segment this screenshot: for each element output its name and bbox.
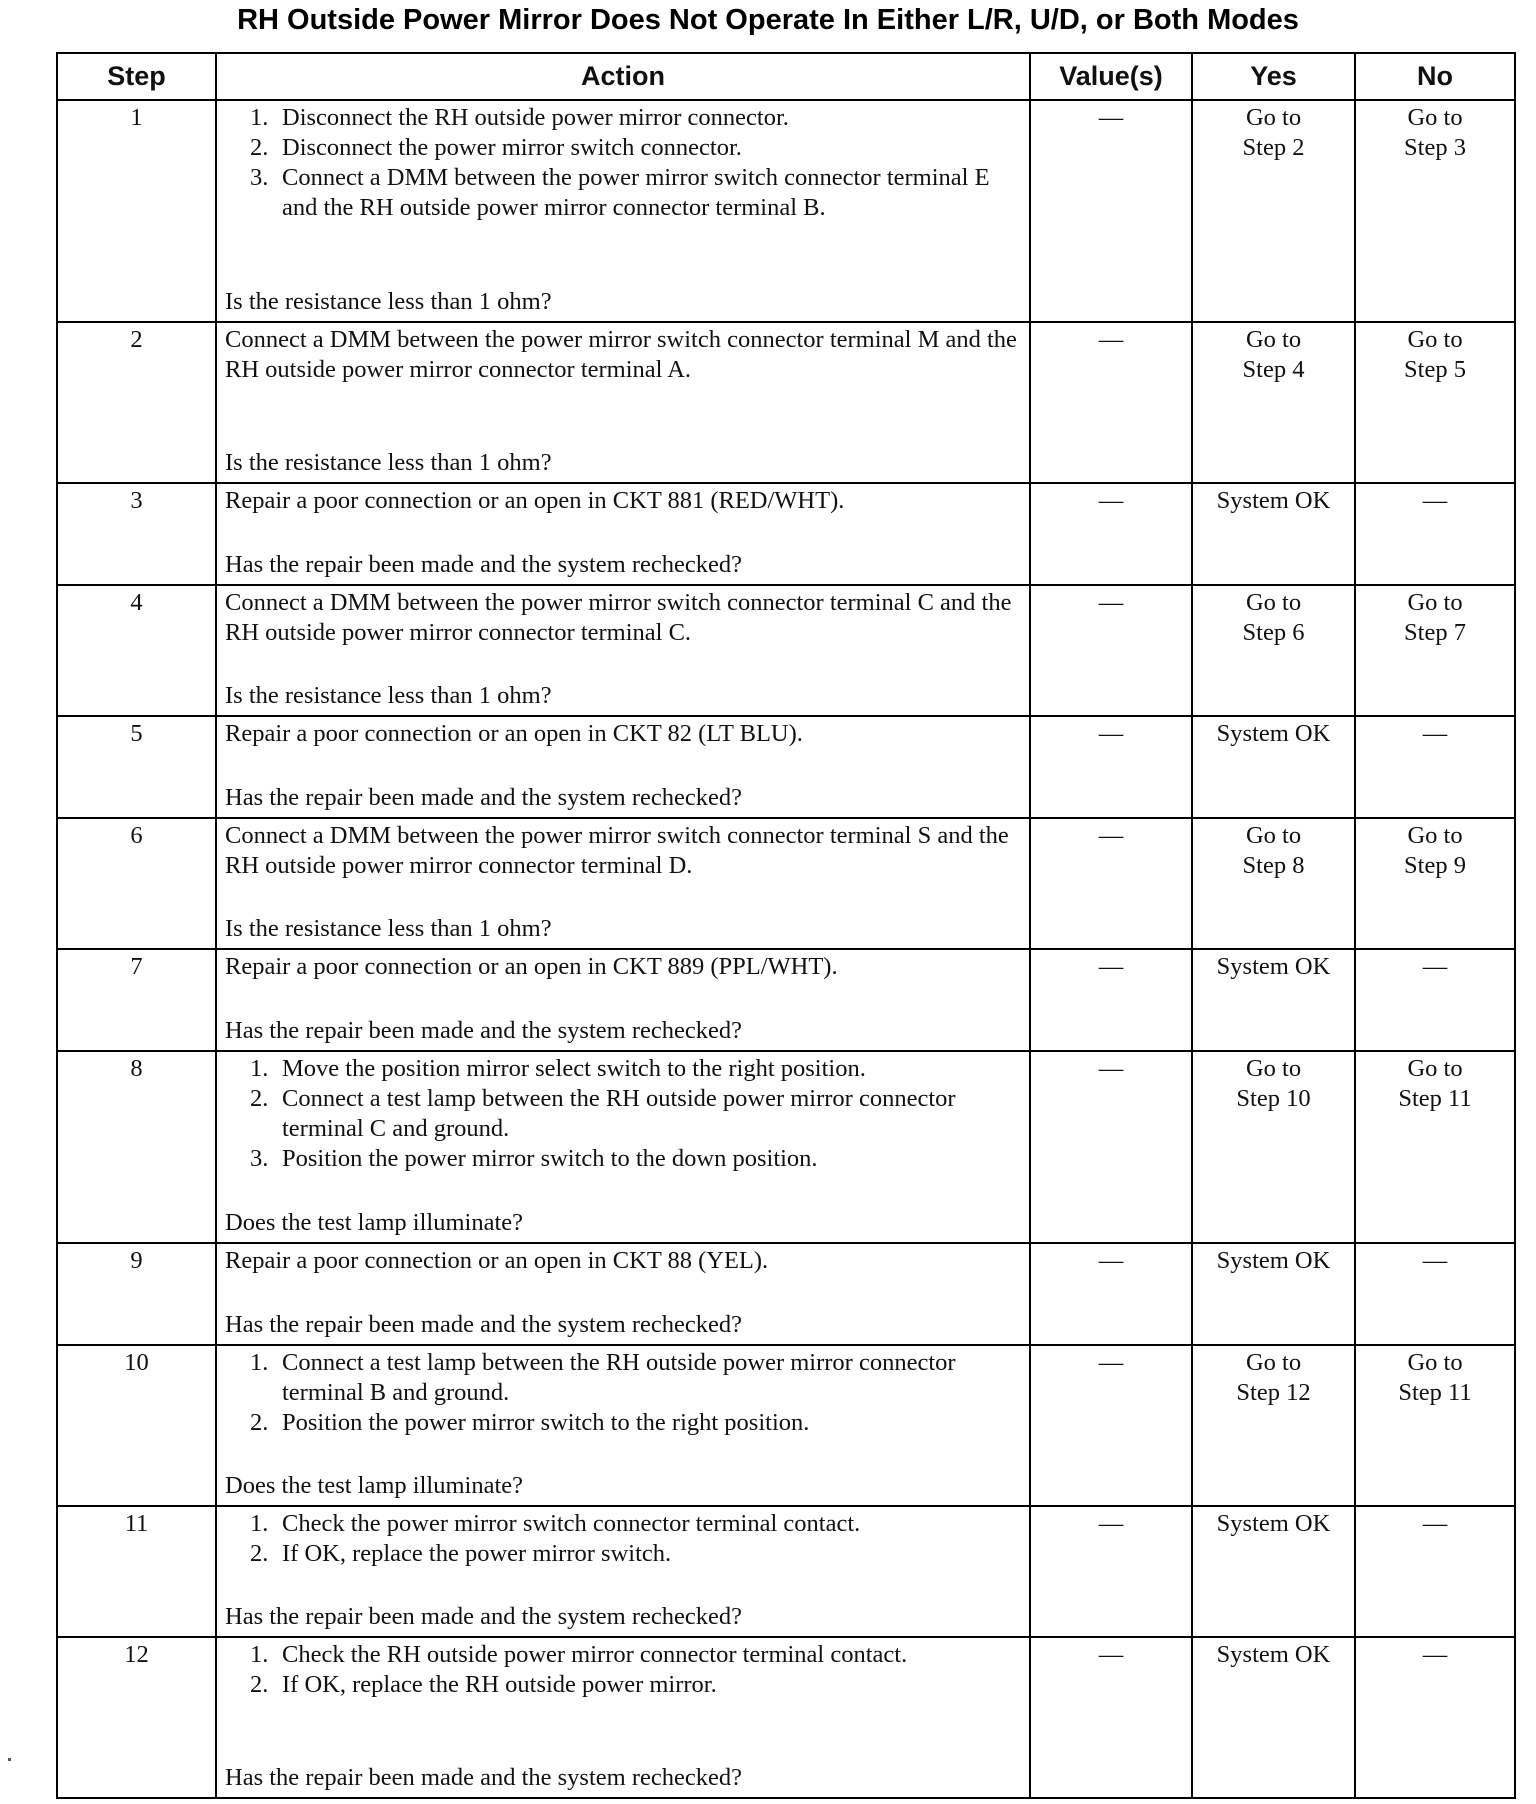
action-step-text: If OK, replace the power mirror switch.	[282, 1540, 672, 1567]
action-step-item	[250, 1144, 1021, 1174]
yes-cell	[1192, 100, 1355, 322]
value-cell: —	[1030, 1506, 1192, 1637]
action-step-item	[250, 1670, 1021, 1700]
action-step-text: Check the power mirror switch connector terminal contact.	[282, 1510, 861, 1537]
no-cell	[1355, 585, 1515, 716]
goto-step: Step 12	[1236, 1379, 1311, 1406]
header-step: Step	[57, 53, 216, 100]
goto-step: Step 11	[1398, 1085, 1472, 1112]
action-step-item	[250, 1539, 1021, 1569]
value-cell: —	[1030, 1243, 1192, 1345]
goto-step: Step 3	[1404, 134, 1466, 161]
action-cell	[216, 1243, 1030, 1345]
value-cell: —	[1030, 716, 1192, 818]
action-question: Does the test lamp illuminate?	[225, 1209, 524, 1236]
no-cell: —	[1355, 1243, 1515, 1345]
header-values: Value(s)	[1030, 53, 1192, 100]
table-row	[57, 585, 1515, 716]
action-step-number: 1.	[250, 1510, 269, 1537]
step-number: 3	[57, 483, 216, 585]
no-cell: —	[1355, 949, 1515, 1051]
table-row	[57, 949, 1515, 1051]
header-yes: Yes	[1192, 53, 1355, 100]
step-number: 12	[57, 1637, 216, 1798]
action-step-number: 1.	[250, 104, 269, 131]
action-step-item	[250, 1054, 1021, 1084]
action-step-number: 1.	[250, 1055, 269, 1082]
action-question: Has the repair been made and the system rechecked?	[225, 1017, 742, 1044]
goto-step: Step 8	[1242, 852, 1305, 879]
action-steps-list	[225, 1348, 1021, 1438]
action-step-text: Connect a DMM between the power mirror switch connector terminal E and the RH outside power mirror connector terminal B.	[282, 164, 990, 221]
action-step-number: 2.	[250, 134, 269, 161]
goto-label: Go to	[1407, 326, 1463, 353]
action-question: Has the repair been made and the system rechecked?	[225, 1764, 742, 1791]
action-step-number: 3.	[250, 1145, 269, 1172]
goto-label: Go to	[1245, 589, 1302, 616]
no-cell	[1355, 100, 1515, 322]
goto-label: Go to	[1245, 104, 1302, 131]
action-question: Has the repair been made and the system rechecked?	[225, 551, 742, 578]
value-cell: —	[1030, 1051, 1192, 1243]
action-text: Connect a DMM between the power mirror switch connector terminal M and the RH outside power mirror connector terminal A.	[225, 326, 1017, 383]
no-cell	[1355, 322, 1515, 483]
yes-cell: System OK	[1192, 1243, 1355, 1345]
table-row	[57, 1051, 1515, 1243]
action-text: Connect a DMM between the power mirror switch connector terminal C and the RH outside power mirror connector terminal C.	[225, 589, 1012, 646]
action-steps-list	[225, 1640, 1021, 1700]
action-step-item	[250, 1348, 1021, 1408]
table-row	[57, 1637, 1515, 1798]
action-text: Repair a poor connection or an open in CKT 82 (LT BLU).	[225, 720, 803, 747]
goto-step: Step 6	[1242, 619, 1305, 646]
step-number: 8	[57, 1051, 216, 1243]
yes-cell	[1192, 818, 1355, 949]
value-cell: —	[1030, 100, 1192, 322]
table-body	[57, 100, 1515, 1798]
yes-cell: System OK	[1192, 483, 1355, 585]
action-step-text: Disconnect the power mirror switch connector.	[282, 134, 742, 161]
goto-step: Step 7	[1404, 619, 1466, 646]
action-step-text: If OK, replace the RH outside power mirror.	[282, 1671, 717, 1698]
step-number: 7	[57, 949, 216, 1051]
goto-label: Go to	[1407, 104, 1463, 131]
table-row	[57, 322, 1515, 483]
step-number: 9	[57, 1243, 216, 1345]
goto-label: Go to	[1407, 1349, 1463, 1376]
value-cell: —	[1030, 585, 1192, 716]
goto-label: Go to	[1245, 1349, 1302, 1376]
yes-cell	[1192, 585, 1355, 716]
yes-cell	[1192, 322, 1355, 483]
action-cell	[216, 322, 1030, 483]
goto-step: Step 11	[1398, 1379, 1472, 1406]
step-number: 2	[57, 322, 216, 483]
action-steps-list	[225, 103, 1021, 223]
table-row	[57, 1506, 1515, 1637]
action-question: Is the resistance less than 1 ohm?	[225, 915, 552, 942]
value-cell: —	[1030, 818, 1192, 949]
action-step-text: Check the RH outside power mirror connector terminal contact.	[282, 1641, 908, 1668]
table-row	[57, 1345, 1515, 1506]
value-cell: —	[1030, 322, 1192, 483]
action-question: Has the repair been made and the system rechecked?	[225, 784, 742, 811]
page-title: RH Outside Power Mirror Does Not Operate In Either L/R, U/D, or Both Modes	[237, 4, 1299, 36]
table-row	[57, 818, 1515, 949]
action-step-item	[250, 133, 1021, 163]
action-text: Repair a poor connection or an open in CKT 88 (YEL).	[225, 1247, 769, 1274]
action-step-number: 2.	[250, 1409, 269, 1436]
action-question: Does the test lamp illuminate?	[225, 1472, 524, 1499]
value-cell: —	[1030, 483, 1192, 585]
action-step-number: 1.	[250, 1641, 269, 1668]
no-cell: —	[1355, 1637, 1515, 1798]
goto-step: Step 2	[1242, 134, 1305, 161]
goto-label: Go to	[1245, 822, 1302, 849]
action-step-text: Disconnect the RH outside power mirror connector.	[282, 104, 789, 131]
action-question: Has the repair been made and the system rechecked?	[225, 1311, 742, 1338]
value-cell: —	[1030, 1637, 1192, 1798]
step-number: 11	[57, 1506, 216, 1637]
action-step-text: Connect a test lamp between the RH outside power mirror connector terminal B and ground.	[282, 1349, 956, 1406]
value-cell: —	[1030, 949, 1192, 1051]
action-question: Is the resistance less than 1 ohm?	[225, 682, 552, 709]
value-cell: —	[1030, 1345, 1192, 1506]
step-number: 6	[57, 818, 216, 949]
no-cell: —	[1355, 716, 1515, 818]
action-step-number: 2.	[250, 1671, 269, 1698]
action-cell	[216, 585, 1030, 716]
action-cell	[216, 949, 1030, 1051]
diagnostic-table	[56, 52, 1516, 1799]
action-cell	[216, 818, 1030, 949]
action-cell	[216, 483, 1030, 585]
action-step-text: Connect a test lamp between the RH outside power mirror connector terminal C and ground.	[282, 1085, 956, 1142]
action-steps-list	[225, 1509, 1021, 1569]
action-cell	[216, 716, 1030, 818]
goto-step: Step 5	[1404, 356, 1466, 383]
action-step-number: 2.	[250, 1085, 269, 1112]
action-cell	[216, 1506, 1030, 1637]
action-cell	[216, 1345, 1030, 1506]
action-step-text: Position the power mirror switch to the right position.	[282, 1409, 810, 1436]
goto-step: Step 4	[1242, 356, 1305, 383]
action-question: Is the resistance less than 1 ohm?	[225, 449, 552, 476]
action-step-item	[250, 163, 1021, 223]
yes-cell: System OK	[1192, 716, 1355, 818]
goto-label: Go to	[1407, 1055, 1463, 1082]
action-question: Has the repair been made and the system rechecked?	[225, 1603, 742, 1630]
goto-step: Step 10	[1236, 1085, 1311, 1112]
action-cell	[216, 100, 1030, 322]
action-text: Repair a poor connection or an open in CKT 889 (PPL/WHT).	[225, 953, 838, 980]
yes-cell	[1192, 1345, 1355, 1506]
header-no: No	[1355, 53, 1515, 100]
goto-step: Step 9	[1404, 852, 1466, 879]
table-row	[57, 100, 1515, 322]
action-question: Is the resistance less than 1 ohm?	[225, 288, 552, 315]
goto-label: Go to	[1407, 589, 1463, 616]
table-row	[57, 483, 1515, 585]
action-step-text: Position the power mirror switch to the down position.	[282, 1145, 818, 1172]
action-cell	[216, 1051, 1030, 1243]
step-number: 1	[57, 100, 216, 322]
goto-label: Go to	[1245, 326, 1302, 353]
action-step-item	[250, 1509, 1021, 1539]
table-row	[57, 716, 1515, 818]
goto-label: Go to	[1407, 822, 1463, 849]
no-cell	[1355, 1051, 1515, 1243]
no-cell	[1355, 818, 1515, 949]
no-cell: —	[1355, 483, 1515, 585]
action-step-text: Move the position mirror select switch to the right position.	[282, 1055, 866, 1082]
goto-label: Go to	[1245, 1055, 1302, 1082]
step-number: 5	[57, 716, 216, 818]
no-cell: —	[1355, 1506, 1515, 1637]
header-action: Action	[216, 53, 1030, 100]
scan-speck	[8, 1758, 11, 1761]
yes-cell	[1192, 1051, 1355, 1243]
yes-cell: System OK	[1192, 1506, 1355, 1637]
action-cell	[216, 1637, 1030, 1798]
action-text: Connect a DMM between the power mirror switch connector terminal S and the RH outside power mirror connector terminal D.	[225, 822, 1009, 879]
action-text: Repair a poor connection or an open in CKT 881 (RED/WHT).	[225, 487, 845, 514]
action-step-number: 3.	[250, 164, 269, 191]
table-row	[57, 1243, 1515, 1345]
step-number: 4	[57, 585, 216, 716]
action-step-number: 2.	[250, 1540, 269, 1567]
table-header-row	[57, 53, 1515, 100]
action-steps-list	[225, 1054, 1021, 1174]
step-number: 10	[57, 1345, 216, 1506]
action-step-item	[250, 1640, 1021, 1670]
no-cell	[1355, 1345, 1515, 1506]
action-step-item	[250, 103, 1021, 133]
action-step-number: 1.	[250, 1349, 269, 1376]
yes-cell: System OK	[1192, 1637, 1355, 1798]
action-step-item	[250, 1084, 1021, 1144]
action-step-item	[250, 1408, 1021, 1438]
yes-cell: System OK	[1192, 949, 1355, 1051]
